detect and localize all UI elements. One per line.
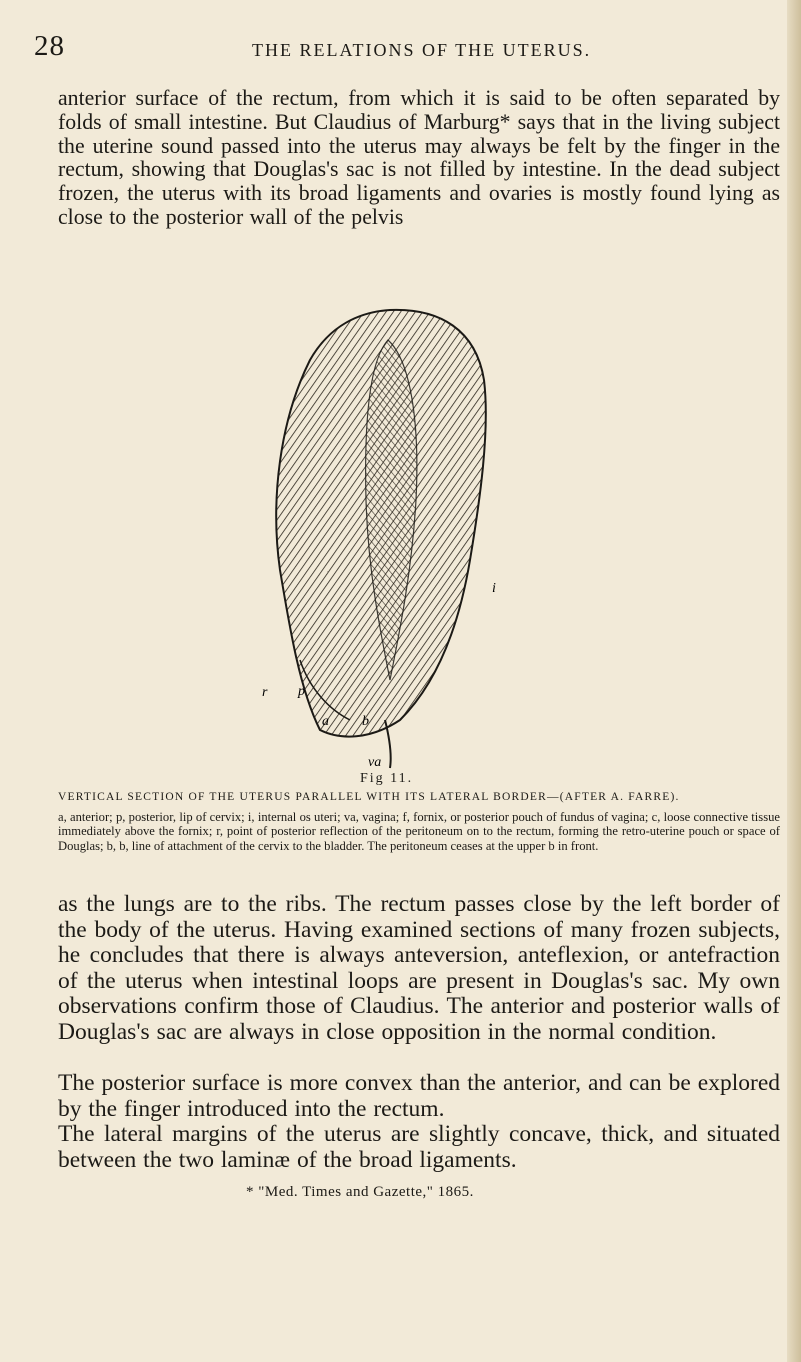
paragraph-1: anterior surface of the rectum, from which it is said to be often separated by folds of small intestine. But Claudius of Marburg* says that in the living subject the uterine sound passed into the uterus may always be felt by the finger in the rectum, showing that Douglas's sac is not filled by intestine. In the dead subject frozen, the uterus with its broad ligaments and ovaries is mostly found lying as close to the posterior wall of the pelvis xyxy=(58,86,780,229)
figure-title: VERTICAL SECTION OF THE UTERUS PARALLEL WITH ITS LATERAL BORDER—(AFTER A. FARRE). xyxy=(58,791,680,803)
letter-p: p xyxy=(298,684,305,699)
page-number: 28 xyxy=(34,30,65,62)
figure-label: Fig 11. xyxy=(360,771,414,786)
paragraph-3: The posterior surface is more convex than the anterior, and can be explored by the finger introduced into the rectum. xyxy=(58,1070,780,1122)
page-header xyxy=(34,30,764,66)
paragraph-4: The lateral margins of the uterus are slightly concave, thick, and situated between the two laminæ of the broad ligaments. xyxy=(58,1121,780,1173)
running-head: THE RELATIONS OF THE UTERUS. xyxy=(252,40,592,60)
uterus-section-illustration xyxy=(240,300,540,770)
footnote: * "Med. Times and Gazette," 1865. xyxy=(246,1184,474,1200)
page-edge xyxy=(787,0,801,1362)
letter-va: va xyxy=(368,755,382,770)
letter-a: a xyxy=(322,714,329,729)
uterus-section-figure xyxy=(240,300,540,770)
paragraph-2: as the lungs are to the ribs. The rectum passes close by the left border of the body of the uterus. Having examined sections of many frozen subjects, he concludes that there is always anteversion, anteflexion, or antefraction of the uterus when intestinal loops are present in Douglas's sac. My own observations confirm those of Claudius. The anterior and posterior walls of Douglas's sac are always in close opposition in the normal condition. xyxy=(58,891,780,1045)
figure-caption: a, anterior; p, posterior, lip of cervix; i, internal os uteri; va, vagina; f, fornix, or posterior pouch of fundus of vagina; c, loose connective tissue immediately above the fornix; r, point of posterior reflection of the peritoneum on to the rectum, forming the retro-uterine pouch or space of Douglas; b, b, line of attachment of the cervix to the bladder. The peritoneum ceases at the upper b in front. xyxy=(58,810,780,853)
letter-r: r xyxy=(262,685,268,700)
letter-b: b xyxy=(362,714,369,729)
letter-i: i xyxy=(492,581,496,596)
